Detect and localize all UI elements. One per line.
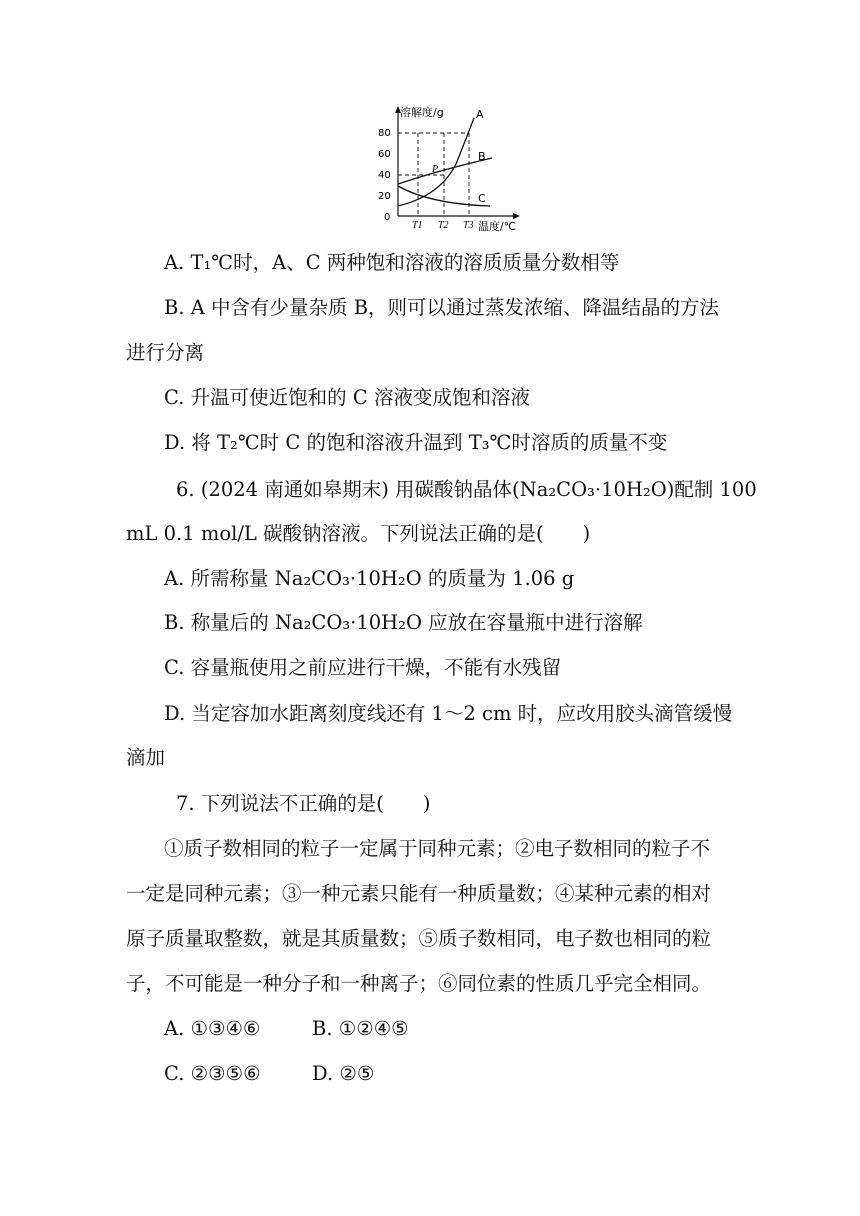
y-tick-60: 60	[378, 149, 391, 160]
y-axis-label: 溶解度/g	[400, 106, 444, 119]
y-tick-80: 80	[378, 128, 391, 139]
x-tick-t1: T1	[412, 220, 423, 231]
x-tick-t2: T2	[438, 220, 449, 231]
q6-option-d-line2: 滴加	[126, 746, 166, 769]
q5-option-b-line2: 进行分离	[126, 341, 205, 364]
q5-option-c: C. 升温可使近饱和的 C 溶液变成饱和溶液	[164, 386, 530, 409]
q7-stem: 7. 下列说法不正确的是( )	[176, 792, 431, 815]
curve-a	[398, 118, 474, 206]
q7-option-d: D. ②⑤	[312, 1062, 375, 1085]
curve-b-label: B	[478, 150, 486, 163]
q7-body-line2: 一定是同种元素；③一种元素只能有一种质量数；④某种元素的相对	[126, 882, 712, 905]
q6-stem-line2: mL 0.1 mol/L 碳酸钠溶液。下列说法正确的是( )	[126, 522, 591, 545]
q6-option-c: C. 容量瓶使用之前应进行干燥，不能有水残留	[164, 656, 562, 679]
q5-option-d: D. 将 T₂℃时 C 的饱和溶液升温到 T₃℃时溶质的质量不变	[164, 431, 668, 454]
q7-option-b: B. ①②④⑤	[312, 1017, 409, 1040]
x-tick-t3: T3	[463, 220, 474, 231]
q7-body-line3: 原子质量取整数，就是其质量数；⑤质子数相同，电子数也相同的粒	[126, 927, 712, 950]
q7-option-c: C. ②③⑤⑥	[164, 1062, 261, 1085]
q6-option-b: B. 称量后的 Na₂CO₃·10H₂O 应放在容量瓶中进行溶解	[164, 611, 643, 634]
point-p-label: P	[432, 164, 439, 175]
q6-option-d-line1: D. 当定容加水距离刻度线还有 1～2 cm 时，应改用胶头滴管缓慢	[164, 702, 733, 725]
q7-body-line4: 子，不可能是一种分子和一种离子；⑥同位素的性质几乎完全相同。	[126, 972, 712, 995]
q7-option-a: A. ①③④⑥	[164, 1017, 261, 1040]
q5-option-a: A. T₁℃时，A、C 两种饱和溶液的溶质质量分数相等	[164, 251, 620, 274]
y-tick-20: 20	[378, 191, 391, 202]
x-axis-label: 温度/℃	[478, 220, 517, 233]
curve-c-label: C	[478, 192, 486, 205]
y-tick-0: 0	[384, 212, 391, 223]
q6-stem-line1: 6. (2024 南通如皋期末) 用碳酸钠晶体(Na₂CO₃·10H₂O)配制 100	[176, 478, 757, 501]
q7-body-line1: ①质子数相同的粒子一定属于同种元素；②电子数相同的粒子不	[164, 837, 711, 860]
q6-option-a: A. 所需称量 Na₂CO₃·10H₂O 的质量为 1.06 g	[164, 567, 575, 590]
solubility-graph	[360, 104, 530, 234]
curve-a-label: A	[476, 108, 484, 121]
y-tick-40: 40	[378, 170, 391, 181]
q5-option-b-line1: B. A 中含有少量杂质 B，则可以通过蒸发浓缩、降温结晶的方法	[164, 296, 720, 319]
